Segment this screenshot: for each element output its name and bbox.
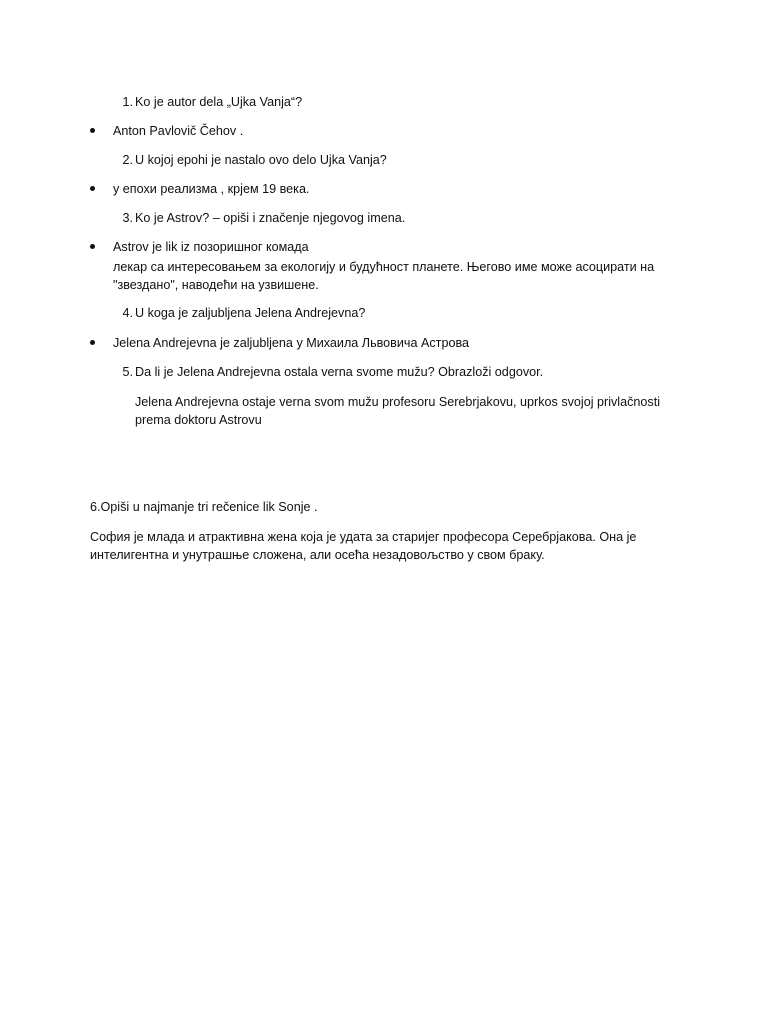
- question-text: Ko je Astrov? – opiši i značenje njegovog imena.: [135, 211, 406, 225]
- question-text: U kojoj epohi je nastalo ovo delo Ujka Vanja?: [135, 153, 387, 167]
- bullet-icon: [90, 128, 95, 133]
- bullet-icon: [90, 340, 95, 345]
- answer-3-line-1: Astrov je lik iz позоришног комада: [113, 240, 309, 254]
- question-number: 2.: [122, 153, 133, 167]
- bullet-icon: [90, 244, 95, 249]
- answer-2: у епохи реализма , крјем 19 века.: [113, 182, 310, 196]
- question-number: 4.: [122, 306, 133, 320]
- answer-3-line-2: лекар са интересовањем за екологију и будућност планете. Његово име може асоцирати на: [113, 260, 655, 274]
- question-number: 1.: [122, 95, 133, 109]
- answer-1: Anton Pavlovič Čehov .: [113, 124, 244, 138]
- question-text: Da li je Jelena Andrejevna ostala verna svome mužu? Obrazloži odgovor.: [135, 365, 544, 379]
- question-6-answer-line-2: интелигентна и унутрашње сложена, али осећа незадовољство у свом браку.: [90, 548, 545, 562]
- question-text: U koga je zaljubljena Jelena Andrejevna?: [135, 306, 366, 320]
- question-6-answer-line-1: София је млада и атрактивна жена која је удата за старијег професора Серебрјакова. Она је: [90, 530, 637, 544]
- answer-4: Jelena Andrejevna je zaljubljena у Михаила Львовича Астрова: [113, 336, 470, 350]
- question-text: Ko je autor dela „Ujka Vanja“?: [135, 95, 303, 109]
- answer-3-line-3: "звездано", наводећи на узвишене.: [113, 278, 319, 292]
- answer-5-line-1: Jelena Andrejevna ostaje verna svom mužu profesoru Serebrjakovu, uprkos svojoj privlačnosti: [135, 395, 661, 409]
- question-number: 3.: [122, 211, 133, 225]
- bullet-icon: [90, 186, 95, 191]
- answer-5-line-2: prema doktoru Astrovu: [135, 413, 262, 427]
- question-number: 5.: [122, 365, 133, 379]
- question-6-heading: 6.Opiši u najmanje tri rečenice lik Sonje .: [90, 500, 318, 514]
